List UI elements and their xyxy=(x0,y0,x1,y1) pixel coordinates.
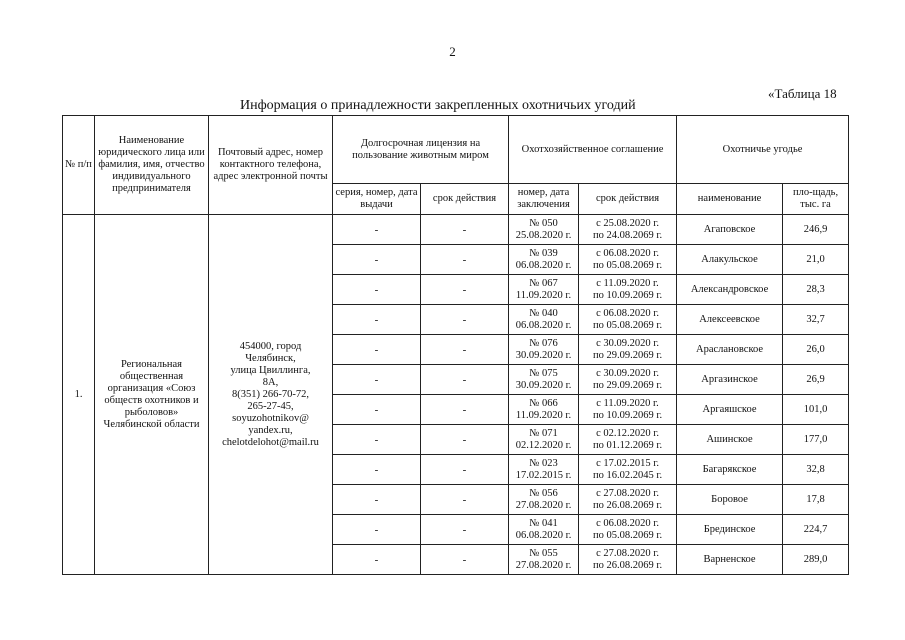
agreement-from: с 02.12.2020 г. xyxy=(596,427,659,439)
agreement-to: по 26.08.2069 г. xyxy=(592,499,663,511)
license-series-cell: - xyxy=(333,275,421,305)
agreement-number-cell xyxy=(509,455,579,485)
header-ground-area: пло-щадь, тыс. га xyxy=(783,184,849,215)
agreement-num: № 039 xyxy=(529,247,558,259)
agreement-to: по 16.02.2045 г. xyxy=(592,469,663,481)
table-label: «Таблица 18 xyxy=(768,86,837,101)
agreement-date: 06.08.2020 г. xyxy=(515,259,572,271)
ground-name-cell: Варненское xyxy=(677,545,783,575)
ground-name-cell: Алакульское xyxy=(677,245,783,275)
license-term-cell: - xyxy=(421,395,509,425)
agreement-to: по 24.08.2069 г. xyxy=(592,229,663,241)
agreement-term-cell xyxy=(579,455,677,485)
org-num: 1. xyxy=(63,215,95,575)
license-series-cell: - xyxy=(333,365,421,395)
ground-name-cell: Аргазинское xyxy=(677,365,783,395)
license-series-cell: - xyxy=(333,245,421,275)
agreement-to: по 10.09.2069 г. xyxy=(592,409,663,421)
ground-name-cell: Александровское xyxy=(677,275,783,305)
license-series-cell: - xyxy=(333,515,421,545)
address-line: 454000, город xyxy=(239,340,302,352)
agreement-from: с 06.08.2020 г. xyxy=(596,307,659,319)
agreement-from: с 06.08.2020 г. xyxy=(596,247,659,259)
agreement-from: с 11.09.2020 г. xyxy=(596,277,659,289)
ground-area-cell: 17,8 xyxy=(783,485,849,515)
ground-name-cell: Алексеевское xyxy=(677,305,783,335)
agreement-from: с 27.08.2020 г. xyxy=(596,547,659,559)
ground-area-cell: 101,0 xyxy=(783,395,849,425)
agreement-term-cell xyxy=(579,545,677,575)
agreement-number-cell xyxy=(509,425,579,455)
table-row xyxy=(63,215,849,245)
address-line: 265-27-45, xyxy=(247,400,294,412)
agreement-num: № 050 xyxy=(529,217,558,229)
agreement-number-cell xyxy=(509,545,579,575)
ground-area-cell: 26,9 xyxy=(783,365,849,395)
address-line: chelotdelohot@mail.ru xyxy=(222,436,319,448)
agreement-term-cell xyxy=(579,275,677,305)
agreement-term-cell xyxy=(579,425,677,455)
agreement-from: с 30.09.2020 г. xyxy=(596,337,659,349)
agreement-from: с 27.08.2020 г. xyxy=(596,487,659,499)
ground-name-cell: Ашинское xyxy=(677,425,783,455)
address-line: 8А, xyxy=(262,376,279,388)
agreement-number-cell xyxy=(509,395,579,425)
ownership-table xyxy=(62,115,849,575)
agreement-to: по 01.12.2069 г. xyxy=(592,439,663,451)
agreement-term-cell xyxy=(579,485,677,515)
address-line: yandex.ru, xyxy=(248,424,293,436)
header-agreement-number: номер, дата заключения xyxy=(509,184,579,215)
license-term-cell: - xyxy=(421,455,509,485)
agreement-number-cell xyxy=(509,485,579,515)
agreement-num: № 023 xyxy=(529,457,558,469)
agreement-num: № 076 xyxy=(529,337,558,349)
agreement-from: с 11.09.2020 г. xyxy=(596,397,659,409)
agreement-term-cell xyxy=(579,395,677,425)
agreement-date: 17.02.2015 г. xyxy=(515,469,572,481)
agreement-date: 11.09.2020 г. xyxy=(515,289,572,301)
address-line: soyuzohotnikov@ xyxy=(232,412,309,424)
agreement-num: № 056 xyxy=(529,487,558,499)
license-term-cell: - xyxy=(421,335,509,365)
header-name: Наименование юридического лица или фамилия, имя, отчество индивидуального предпринимателя xyxy=(95,116,209,215)
header-ground-name: наименование xyxy=(677,184,783,215)
ground-name-cell: Агаповское xyxy=(677,215,783,245)
page-number: 2 xyxy=(449,44,456,59)
agreement-to: по 10.09.2069 г. xyxy=(592,289,663,301)
agreement-date: 27.08.2020 г. xyxy=(515,499,572,511)
agreement-date: 02.12.2020 г. xyxy=(515,439,572,451)
agreement-from: с 25.08.2020 г. xyxy=(596,217,659,229)
ground-area-cell: 28,3 xyxy=(783,275,849,305)
agreement-to: по 05.08.2069 г. xyxy=(592,529,663,541)
license-series-cell: - xyxy=(333,455,421,485)
ground-name-cell: Брединское xyxy=(677,515,783,545)
ground-area-cell: 224,7 xyxy=(783,515,849,545)
agreement-number-cell xyxy=(509,515,579,545)
agreement-number-cell xyxy=(509,215,579,245)
agreement-num: № 066 xyxy=(529,397,558,409)
agreement-date: 27.08.2020 г. xyxy=(515,559,572,571)
header-agreement-term: срок действия xyxy=(579,184,677,215)
address-line: 8(351) 266-70-72, xyxy=(232,388,309,400)
table-title: Информация о принадлежности закрепленных охотничьих угодий xyxy=(240,98,636,113)
agreement-from: с 06.08.2020 г. xyxy=(596,517,659,529)
header-address: Почтовый адрес, номер контактного телефона, адрес электронной почты xyxy=(209,116,333,215)
license-term-cell: - xyxy=(421,215,509,245)
agreement-date: 30.09.2020 г. xyxy=(515,349,572,361)
agreement-date: 06.08.2020 г. xyxy=(515,319,572,331)
agreement-date: 25.08.2020 г. xyxy=(515,229,572,241)
address-line: Челябинск, xyxy=(245,352,296,364)
agreement-date: 11.09.2020 г. xyxy=(515,409,572,421)
agreement-num: № 041 xyxy=(529,517,558,529)
license-series-cell: - xyxy=(333,545,421,575)
agreement-to: по 05.08.2069 г. xyxy=(592,259,663,271)
agreement-number-cell xyxy=(509,335,579,365)
agreement-num: № 055 xyxy=(529,547,558,559)
license-term-cell: - xyxy=(421,365,509,395)
license-term-cell: - xyxy=(421,275,509,305)
ground-area-cell: 26,0 xyxy=(783,335,849,365)
license-term-cell: - xyxy=(421,425,509,455)
agreement-term-cell xyxy=(579,305,677,335)
license-term-cell: - xyxy=(421,545,509,575)
ground-area-cell: 32,8 xyxy=(783,455,849,485)
agreement-number-cell xyxy=(509,305,579,335)
ground-name-cell: Боровое xyxy=(677,485,783,515)
agreement-to: по 05.08.2069 г. xyxy=(592,319,663,331)
ground-name-cell: Араслановское xyxy=(677,335,783,365)
agreement-from: с 17.02.2015 г. xyxy=(596,457,659,469)
header-license-group: Долгосрочная лицензия на пользование животным миром xyxy=(333,116,509,184)
agreement-term-cell xyxy=(579,515,677,545)
agreement-number-cell xyxy=(509,245,579,275)
ground-area-cell: 32,7 xyxy=(783,305,849,335)
ground-area-cell: 246,9 xyxy=(783,215,849,245)
org-name: Региональная общественная организация «Союз обществ охотников и рыболовов» Челябинской области xyxy=(95,215,209,575)
agreement-num: № 071 xyxy=(529,427,558,439)
agreement-to: по 26.08.2069 г. xyxy=(592,559,663,571)
header-license-series: серия, номер, дата выдачи xyxy=(333,184,421,215)
ground-area-cell: 289,0 xyxy=(783,545,849,575)
license-series-cell: - xyxy=(333,335,421,365)
license-term-cell: - xyxy=(421,305,509,335)
agreement-num: № 067 xyxy=(529,277,558,289)
address-line: улица Цвиллинга, xyxy=(230,364,311,376)
agreement-to: по 29.09.2069 г. xyxy=(592,379,663,391)
agreement-number-cell xyxy=(509,365,579,395)
agreement-from: с 30.09.2020 г. xyxy=(596,367,659,379)
ground-name-cell: Багарякское xyxy=(677,455,783,485)
header-license-term: срок действия xyxy=(421,184,509,215)
ground-area-cell: 21,0 xyxy=(783,245,849,275)
license-term-cell: - xyxy=(421,515,509,545)
agreement-num: № 075 xyxy=(529,367,558,379)
header-grounds-group: Охотничье угодье xyxy=(677,116,849,184)
agreement-date: 06.08.2020 г. xyxy=(515,529,572,541)
license-series-cell: - xyxy=(333,215,421,245)
license-series-cell: - xyxy=(333,395,421,425)
agreement-term-cell xyxy=(579,365,677,395)
org-address xyxy=(209,215,333,575)
agreement-term-cell xyxy=(579,245,677,275)
ground-area-cell: 177,0 xyxy=(783,425,849,455)
agreement-to: по 29.09.2069 г. xyxy=(592,349,663,361)
header-agreement-group: Охотхозяйственное соглашение xyxy=(509,116,677,184)
license-term-cell: - xyxy=(421,485,509,515)
license-series-cell: - xyxy=(333,425,421,455)
header-num: № п/п xyxy=(63,116,95,215)
agreement-date: 30.09.2020 г. xyxy=(515,379,572,391)
license-series-cell: - xyxy=(333,305,421,335)
agreement-num: № 040 xyxy=(529,307,558,319)
agreement-term-cell xyxy=(579,335,677,365)
agreement-number-cell xyxy=(509,275,579,305)
agreement-term-cell xyxy=(579,215,677,245)
license-term-cell: - xyxy=(421,245,509,275)
license-series-cell: - xyxy=(333,485,421,515)
ground-name-cell: Аргаяшское xyxy=(677,395,783,425)
